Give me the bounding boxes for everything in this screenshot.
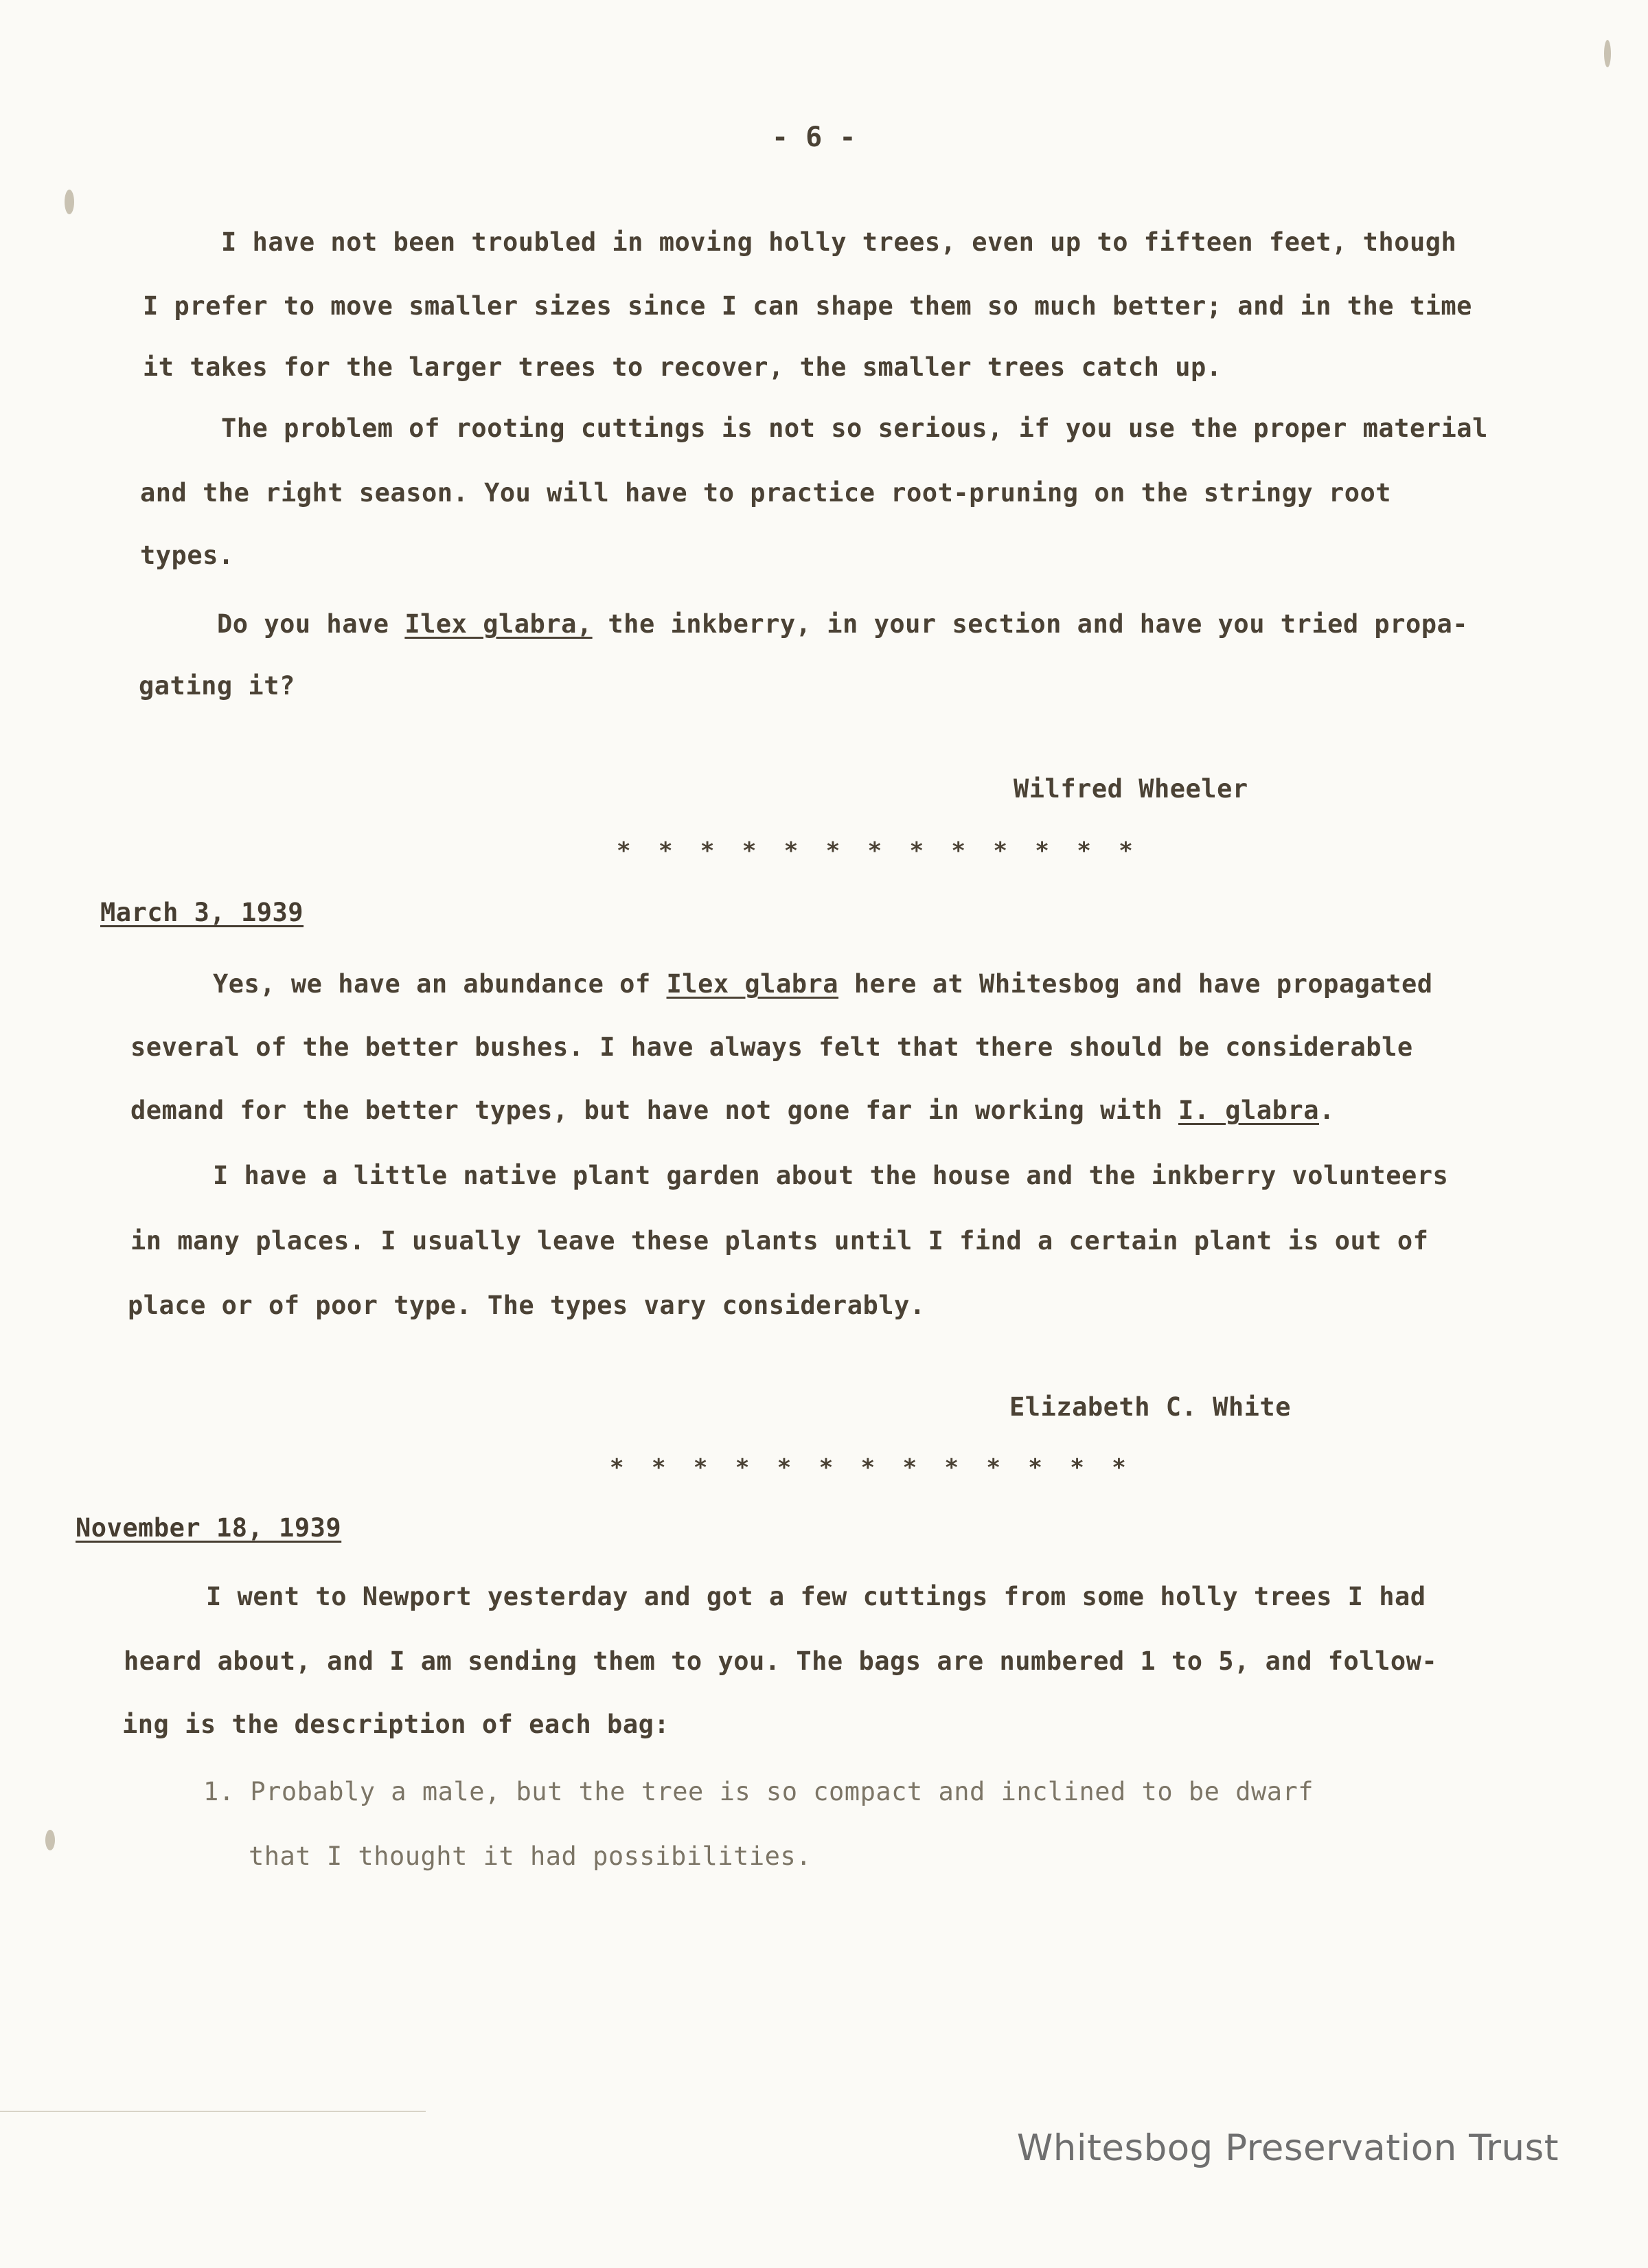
paragraph-line: types. (140, 541, 234, 570)
paragraph-line: I prefer to move smaller sizes since I can shape them so much better; and in the time (143, 291, 1472, 321)
letter-date: November 18, 1939 (76, 1513, 342, 1543)
species-name: Ilex glabra, (404, 609, 593, 639)
paragraph-line: several of the better bushes. I have always felt that there should be considerable (130, 1032, 1413, 1062)
signature: Wilfred Wheeler (1014, 774, 1248, 804)
species-name: Ilex glabra (666, 969, 839, 999)
paragraph-line: and the right season. You will have to practice root-pruning on the stringy root (140, 478, 1392, 508)
paragraph-line (130, 1098, 1335, 1123)
paragraph-line: it takes for the larger trees to recover, the smaller trees catch up. (143, 352, 1222, 382)
list-item: 1. Probably a male, but the tree is so compact and inclined to be dwarf (203, 1777, 1314, 1806)
paragraph-line: I went to Newport yesterday and got a few cuttings from some holly trees I had (206, 1582, 1426, 1611)
paragraph-line: I have a little native plant garden about the house and the inkberry volunteers (213, 1161, 1449, 1190)
paper-blemish (65, 190, 74, 214)
paper-blemish (45, 1830, 55, 1850)
question-line (217, 611, 1468, 637)
text: . (1318, 1096, 1335, 1125)
paragraph-line: in many places. I usually leave these plants until I find a certain plant is out of (130, 1226, 1429, 1256)
signature: Elizabeth C. White (1009, 1392, 1291, 1422)
list-item-continuation: that I thought it had possibilities. (249, 1841, 812, 1871)
text: demand for the better types, but have not gone far in working with (130, 1096, 1178, 1125)
page-number: - 6 - (772, 122, 856, 153)
paragraph-line: gating it? (139, 671, 295, 701)
paragraph-line: ing is the description of each bag: (122, 1710, 670, 1739)
paragraph-line: The problem of rooting cuttings is not so serious, if you use the proper material (221, 413, 1488, 443)
text: Yes, we have an abundance of (213, 969, 667, 999)
paper-blemish (1604, 40, 1611, 67)
letter-date: March 3, 1939 (100, 898, 304, 927)
separator: * * * * * * * * * * * * * (617, 837, 1140, 865)
question-text: Do you have (217, 609, 405, 639)
paragraph-line: I have not been troubled in moving holly trees, even up to fifteen feet, though (221, 227, 1457, 257)
species-name: I. glabra (1178, 1096, 1319, 1125)
paper-edge (0, 2111, 426, 2112)
separator: * * * * * * * * * * * * * (610, 1454, 1133, 1482)
paragraph-line (213, 971, 1433, 997)
watermark: Whitesbog Preservation Trust (1016, 2127, 1559, 2169)
paragraph-line: place or of poor type. The types vary considerably. (128, 1291, 926, 1320)
text: here at Whitesbog and have propagated (838, 969, 1433, 999)
question-text: the inkberry, in your section and have you tried propa- (592, 609, 1469, 639)
paragraph-line: heard about, and I am sending them to you. The bags are numbered 1 to 5, and follow- (124, 1646, 1438, 1676)
